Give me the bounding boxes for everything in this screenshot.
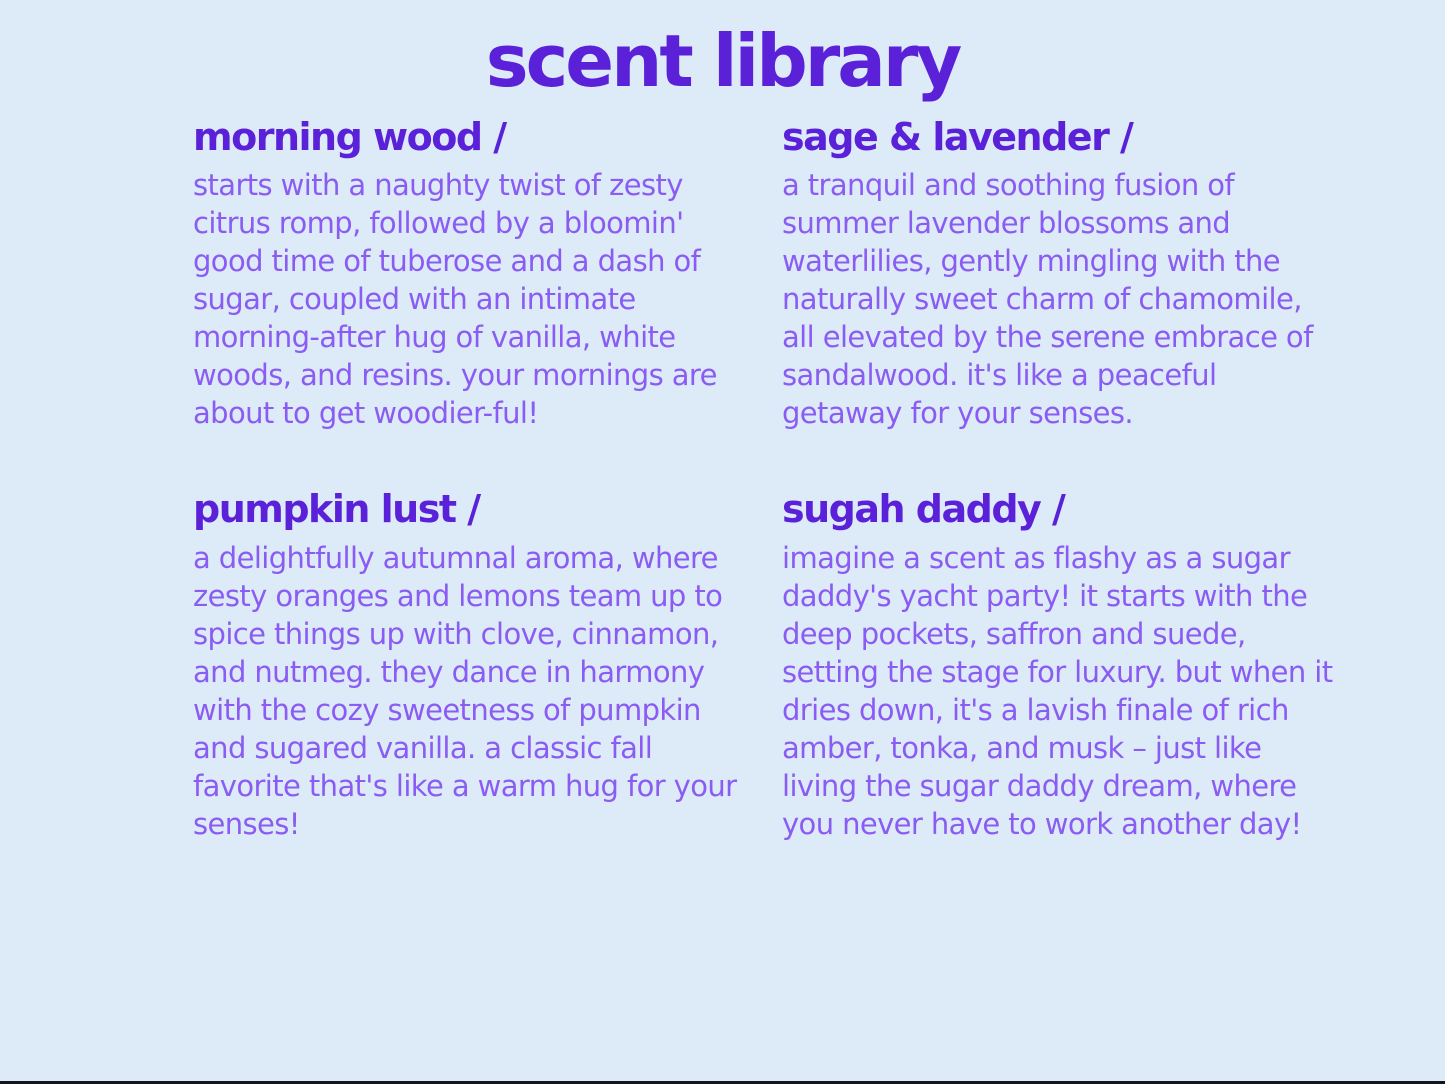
scent-name: morning wood /: [193, 114, 506, 159]
scent-description: a delightfully autumnal aroma, where zesty oranges and lemons team up to spice things up with clove, cinnamon, and nutmeg. they dance in harmony with the cozy sweetness of pumpkin and sugared vanilla. a classic fall favorite that's like a warm hug for your senses!: [193, 540, 737, 841]
scent-section-morning-wood: [193, 116, 741, 433]
scent-section-sage-lavender: [782, 116, 1337, 433]
scent-description: a tranquil and soothing fusion of summer lavender blossoms and waterlilies, gently mingling with the naturally sweet charm of chamomile, all elevated by the serene embrace of sandalwood. it's like a peaceful getaway for your senses.: [782, 168, 1313, 431]
scent-grid: [0, 116, 1445, 843]
scent-name: sugah daddy /: [782, 487, 1065, 532]
scent-description: imagine a scent as flashy as a sugar daddy's yacht party! it starts with the deep pockets, saffron and suede, setting the stage for luxury. but when it dries down, it's a lavish finale of rich amber, tonka, and musk – just like living the sugar daddy dream, where you never have to work another day!: [782, 540, 1333, 841]
scent-section-pumpkin-lust: [193, 488, 741, 843]
scent-description: starts with a naughty twist of zesty citrus romp, followed by a bloomin' good time of tuberose and a dash of sugar, coupled with an intimate morning-after hug of vanilla, white woods, and resins. your mornings are about to get woodier-ful!: [193, 168, 717, 431]
scent-name: pumpkin lust /: [193, 487, 480, 532]
page-title: scent library: [485, 19, 960, 103]
scent-name: sage & lavender /: [782, 114, 1133, 159]
scent-section-sugah-daddy: [782, 488, 1337, 843]
